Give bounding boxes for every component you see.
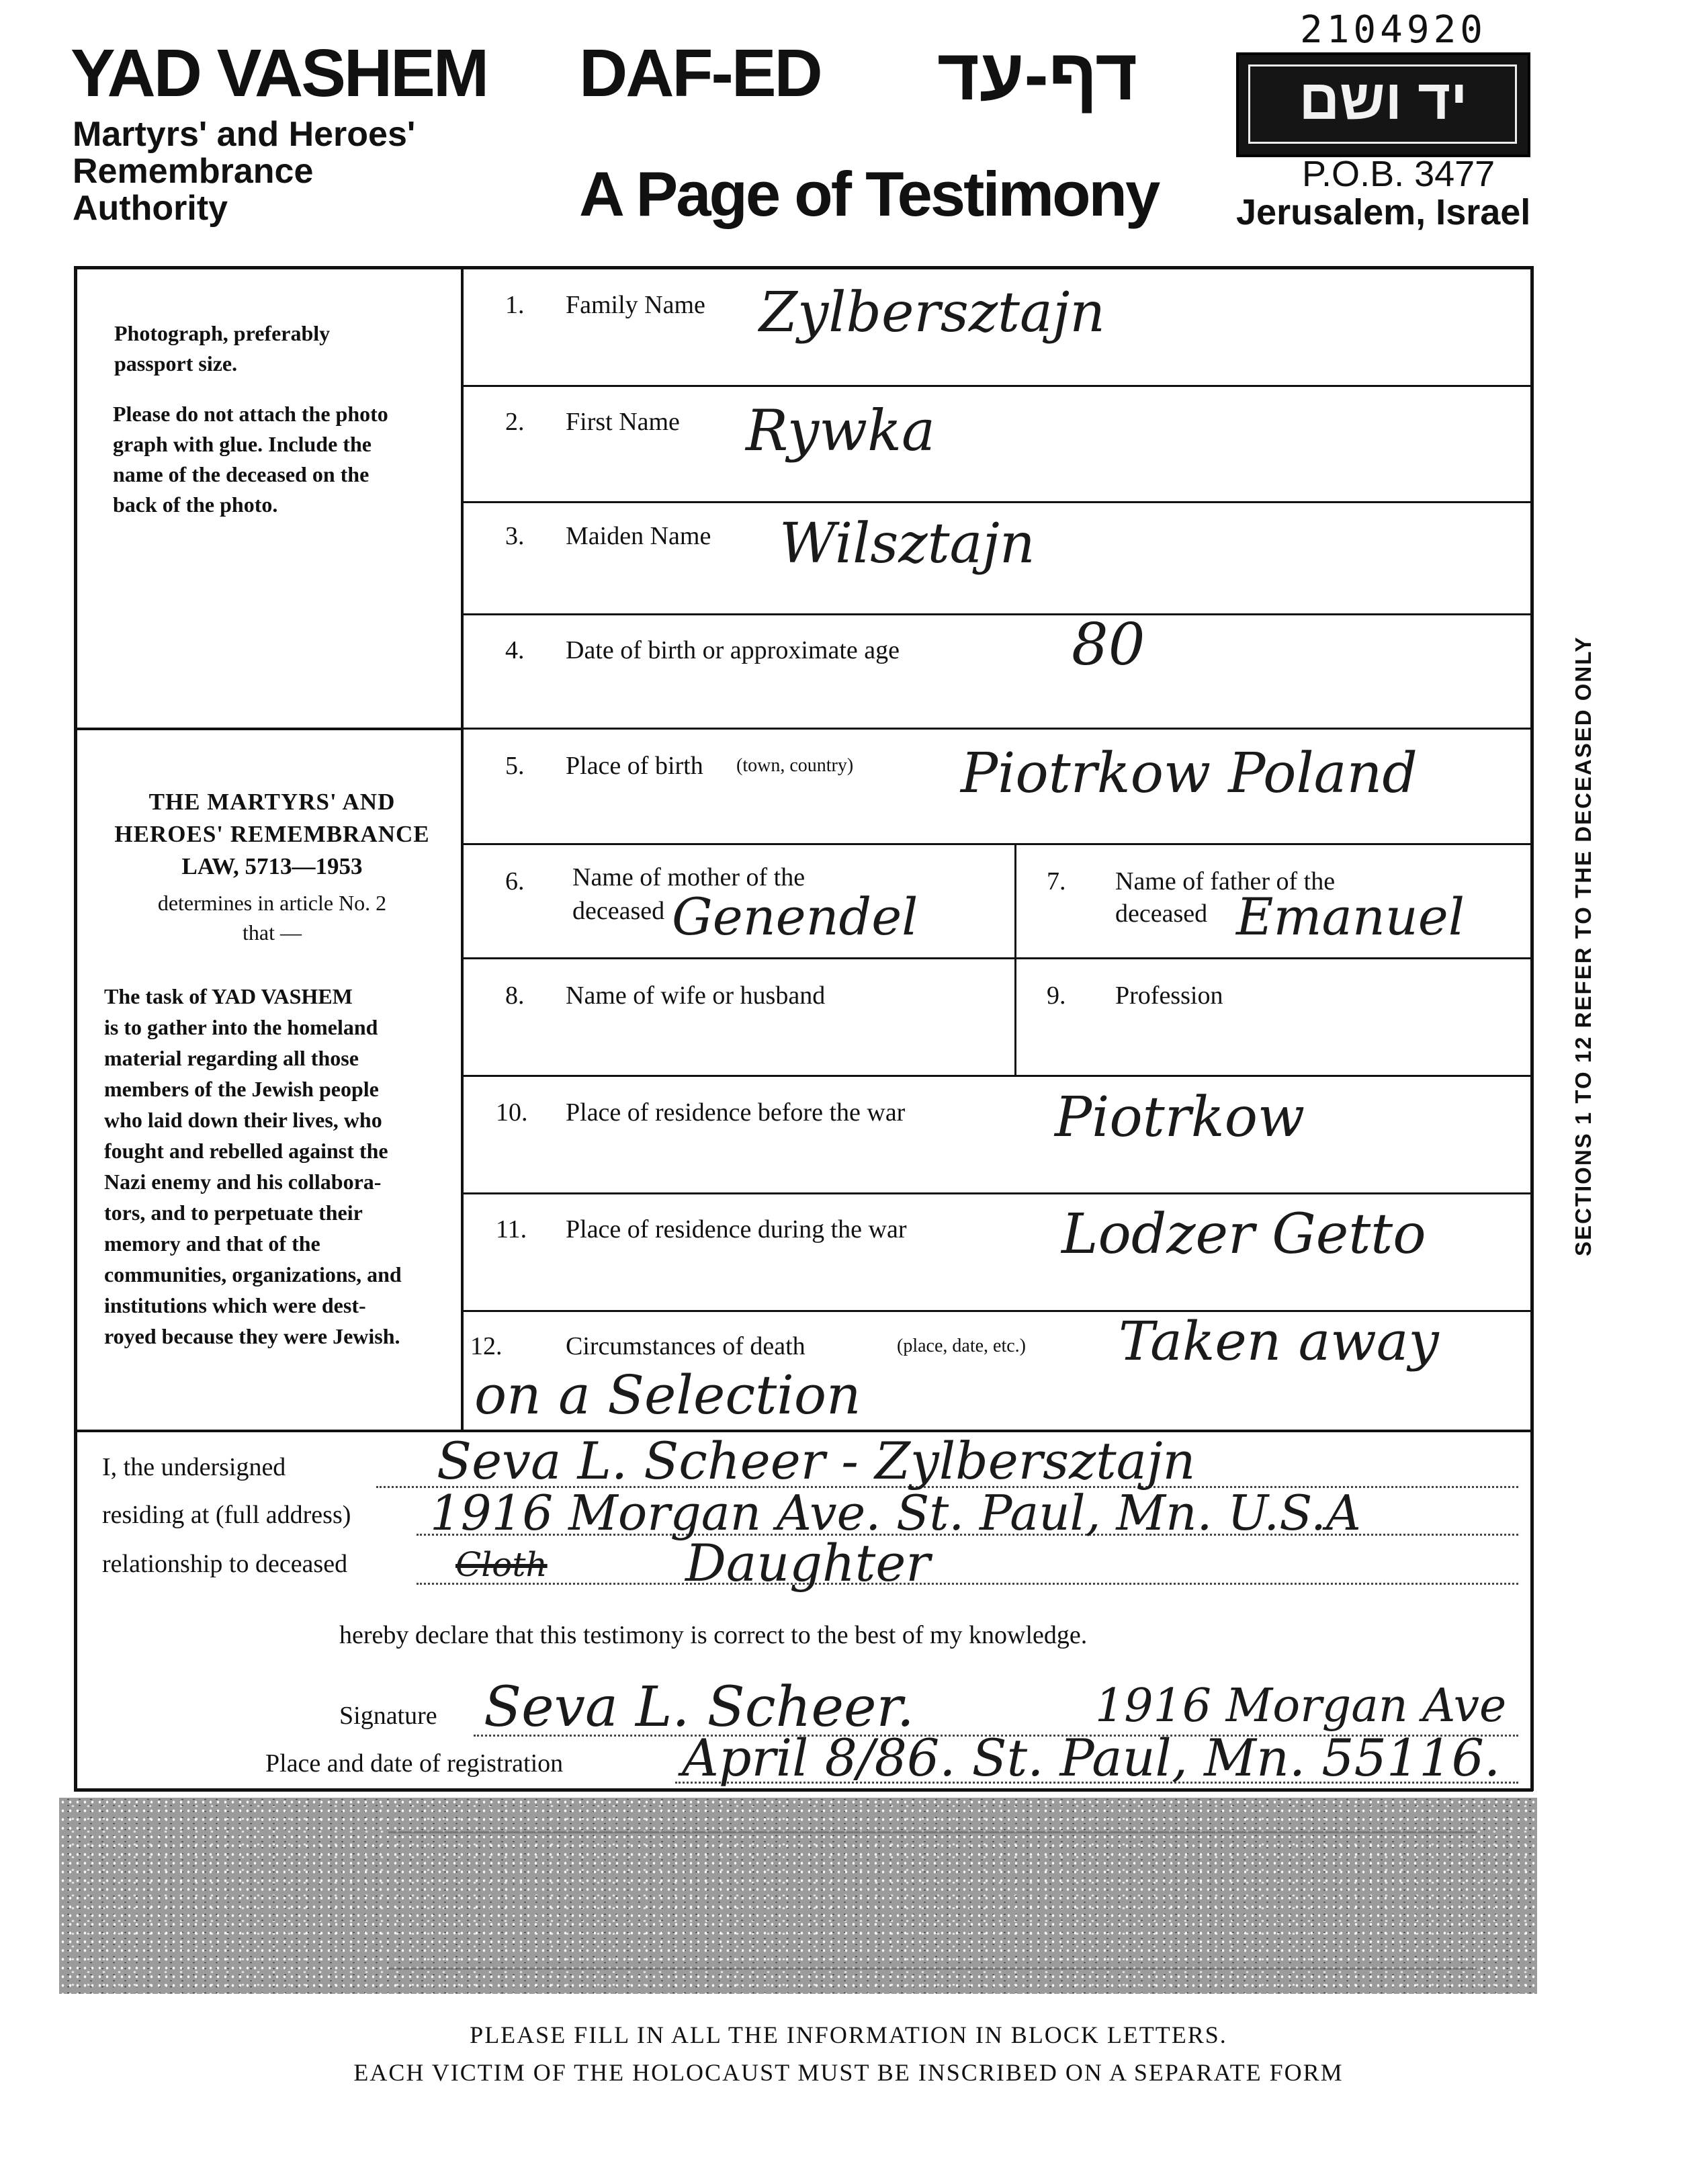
row-divider-8 [461, 1192, 1533, 1194]
row-divider-6 [461, 957, 1533, 959]
photo-instruction-4: graph with glue. Include the [113, 432, 372, 456]
field-4-label: Date of birth or approximate age [566, 636, 900, 664]
yad-vashem-stamp-logo [1236, 52, 1530, 157]
field-8-label: Name of wife or husband [566, 981, 826, 1010]
org-subtitle-2: Remembrance [73, 152, 314, 191]
registration-label: Place and date of registration [265, 1749, 564, 1778]
law-determines-1: determines in article No. 2 [157, 891, 387, 915]
field-12-label: Circumstances of death [566, 1332, 806, 1360]
photo-instruction-6: back of the photo. [113, 492, 278, 517]
law-line: material regarding all those [104, 1046, 359, 1070]
footer-instruction-2: EACH VICTIM OF THE HOLOCAUST MUST BE INSCRIBED ON A SEPARATE FORM [353, 2059, 1344, 2086]
row-divider-2 [461, 501, 1533, 503]
field-11-label: Place of residence during the war [566, 1215, 907, 1243]
law-line: The task of YAD VASHEM [104, 984, 353, 1008]
pob-address: P.O.B. 3477 [1302, 154, 1495, 194]
photo-instruction-1: Photograph, preferably [114, 321, 331, 345]
frame-top [74, 266, 1533, 269]
field-12-label-hint: (place, date, etc.) [897, 1336, 1026, 1356]
law-box [87, 786, 457, 947]
sections-side-note: SECTIONS 1 TO 12 REFER TO THE DECEASED ONLY [1571, 636, 1596, 1256]
law-line: communities, organizations, and [104, 1262, 402, 1286]
relationship-value[interactable]: Daughter [685, 1533, 930, 1593]
org-subtitle-1: Martyrs' and Heroes' [73, 115, 416, 154]
law-line: who laid down their lives, who [104, 1108, 382, 1132]
left-box-divider [74, 728, 464, 730]
field-6-number: 6. [505, 867, 525, 896]
undersigned-label: I, the undersigned [102, 1453, 286, 1481]
field-5-value[interactable]: Piotrkow Poland [961, 742, 1418, 805]
law-line: members of the Jewish people [104, 1077, 379, 1101]
field-4-value[interactable]: 80 [1072, 611, 1145, 679]
law-line: memory and that of the [104, 1231, 320, 1256]
field-7-label-2: deceased [1115, 900, 1208, 928]
law-title-3: LAW, 5713—1953 [181, 853, 363, 879]
declaration-statement: hereby declare that this testimony is correct to the best of my knowledge. [339, 1621, 1088, 1649]
split-divider [1014, 843, 1016, 1075]
footer-instruction-1: PLEASE FILL IN ALL THE INFORMATION IN BLOCK LETTERS. [470, 2021, 1227, 2048]
law-line: is to gather into the homeland [104, 1015, 378, 1039]
column-divider [461, 266, 464, 1432]
field-3-value[interactable]: Wilsztajn [779, 512, 1035, 576]
signature-label: Signature [339, 1702, 437, 1730]
field-1-value[interactable]: Zylbersztajn [759, 281, 1106, 345]
band-inner-frame [388, 1831, 1477, 1970]
law-line: royed because they were Jewish. [104, 1324, 400, 1348]
photo-instruction-5: name of the deceased on the [113, 462, 369, 486]
field-9-label: Profession [1115, 981, 1223, 1010]
field-2-value[interactable]: Rywka [746, 398, 936, 464]
field-6-label-2: deceased [572, 897, 665, 925]
speckled-quote-band [59, 1798, 1537, 1994]
field-12-value-line-1[interactable]: Taken away [1119, 1310, 1439, 1372]
registration-value[interactable]: April 8/86. St. Paul, Mn. 55116. [682, 1728, 1501, 1788]
law-line: tors, and to perpetuate their [104, 1200, 363, 1225]
frame-bottom [74, 1788, 1533, 1792]
field-1-label: Family Name [566, 291, 705, 319]
form-title-latin: DAF-ED [579, 36, 821, 111]
field-7-value[interactable]: Emanuel [1236, 887, 1465, 947]
law-line: Nazi enemy and his collabora- [104, 1170, 382, 1194]
row-divider-7 [461, 1075, 1533, 1077]
field-12-number: 12. [470, 1332, 503, 1360]
form-subtitle: A Page of Testimony [579, 159, 1159, 229]
signature-extra: 1916 Morgan Ave [1095, 1679, 1507, 1733]
org-name: YAD VASHEM [71, 36, 488, 111]
field-6-value[interactable]: Genendel [672, 887, 918, 947]
field-7-number: 7. [1047, 867, 1066, 896]
field-8-number: 8. [505, 981, 525, 1010]
row-divider-5 [461, 843, 1533, 845]
address-value[interactable]: 1916 Morgan Ave. St. Paul, Mn. U.S.A [430, 1485, 1361, 1541]
field-4-number: 4. [505, 636, 525, 664]
law-line: fought and rebelled against the [104, 1139, 388, 1163]
field-7-label-1: Name of father of the [1115, 867, 1336, 896]
field-10-number: 10. [496, 1098, 528, 1127]
field-5-label: Place of birth [566, 752, 703, 780]
photo-instruction-3: Please do not attach the photo [113, 402, 388, 426]
law-determines-2: that — [243, 920, 302, 945]
undersigned-value[interactable]: Seva L. Scheer - Zylbersztajn [437, 1431, 1196, 1491]
field-11-value[interactable]: Lodzer Getto [1061, 1203, 1426, 1266]
field-12-value-line-2[interactable]: on a Selection [474, 1364, 861, 1426]
field-6-label-1: Name of mother of the [572, 863, 806, 891]
row-divider-1 [461, 385, 1533, 387]
law-title-1: THE MARTYRS' AND [148, 789, 396, 815]
form-number: 2104920 [1300, 8, 1487, 52]
law-body [104, 981, 440, 1352]
field-3-label: Maiden Name [566, 522, 711, 550]
relationship-label: relationship to deceased [102, 1550, 348, 1578]
city-address: Jerusalem, Israel [1236, 192, 1531, 232]
stamp-text: יד ושם [1299, 68, 1468, 131]
field-5-label-hint: (town, country) [736, 755, 854, 776]
law-line: institutions which were dest- [104, 1293, 366, 1317]
law-title-2: HEROES' REMEMBRANCE [114, 821, 430, 847]
field-11-number: 11. [496, 1215, 527, 1243]
field-1-number: 1. [505, 291, 525, 319]
signature-value[interactable]: Seva L. Scheer. [484, 1675, 914, 1739]
field-2-label: First Name [566, 408, 680, 436]
relationship-struck-word: Cloth [455, 1545, 548, 1584]
field-5-number: 5. [505, 752, 525, 780]
org-subtitle-3: Authority [73, 189, 228, 228]
relationship-dotline [417, 1583, 1518, 1585]
frame-left [74, 266, 77, 1791]
field-10-value[interactable]: Piotrkow [1055, 1086, 1305, 1149]
field-2-number: 2. [505, 408, 525, 436]
frame-right [1530, 266, 1534, 1791]
field-3-number: 3. [505, 522, 525, 550]
row-divider-4 [461, 728, 1533, 730]
field-9-number: 9. [1047, 981, 1066, 1010]
form-title-hebrew: דף-עד [937, 34, 1138, 115]
address-label: residing at (full address) [102, 1501, 351, 1529]
row-divider-3 [461, 613, 1533, 615]
photo-instruction-2: passport size. [114, 351, 238, 376]
field-10-label: Place of residence before the war [566, 1098, 906, 1127]
